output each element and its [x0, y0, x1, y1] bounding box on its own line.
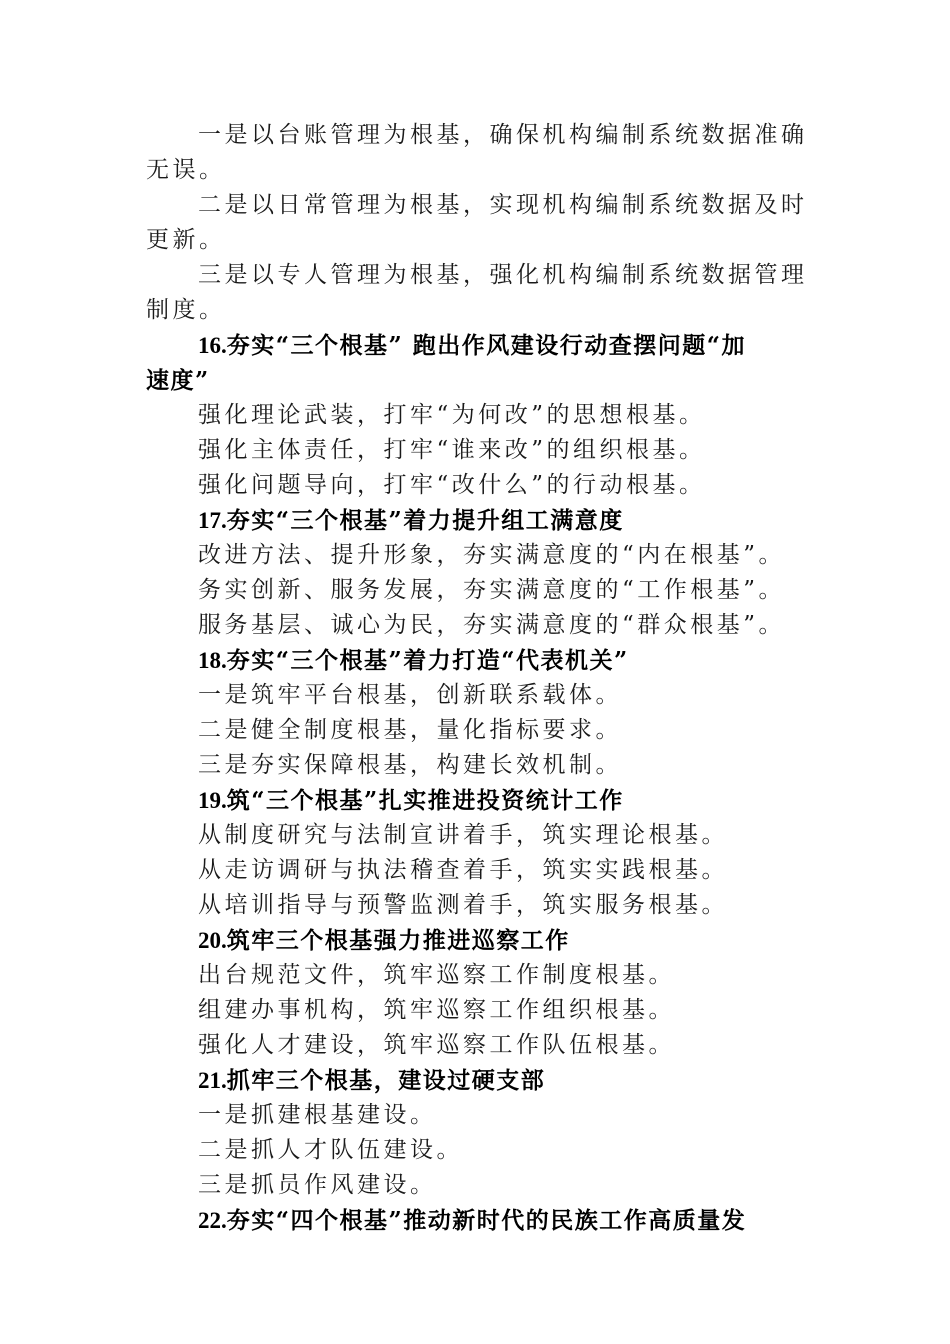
- line-text: 一是抓建根基建设。: [198, 1102, 437, 1128]
- paragraph-line: [146, 853, 806, 888]
- paragraph-line: [146, 153, 806, 188]
- line-text: 强化理论武装，打牢“为何改”的思想根基。: [198, 402, 706, 428]
- paragraph-line: [146, 678, 806, 713]
- line-text: 二是以日常管理为根基，实现机构编制系统数据及时: [198, 192, 808, 218]
- section-heading-line: [146, 1203, 806, 1238]
- line-text: 从走访调研与执法稽查着手，筑实实践根基。: [198, 857, 728, 883]
- line-text: 三是夯实保障根基，构建长效机制。: [198, 752, 622, 778]
- document-body: [146, 118, 806, 1238]
- line-text: 更新。: [146, 227, 226, 253]
- line-text: 组建办事机构，筑牢巡察工作组织根基。: [198, 997, 675, 1023]
- paragraph-line: [146, 433, 806, 468]
- line-text: 从培训指导与预警监测着手，筑实服务根基。: [198, 892, 728, 918]
- line-text: 二是健全制度根基，量化指标要求。: [198, 717, 622, 743]
- line-text: 强化主体责任，打牢“谁来改”的组织根基。: [198, 437, 706, 463]
- section-number: 22.: [198, 1208, 227, 1233]
- paragraph-line: [146, 223, 806, 258]
- section-heading-line: [146, 783, 806, 818]
- line-text: 改进方法、提升形象，夯实满意度的“内在根基”。: [198, 542, 786, 568]
- line-text: 夯实“四个根基”推动新时代的民族工作高质量发: [226, 1207, 747, 1234]
- line-text: 制度。: [146, 297, 226, 323]
- line-text: 筑“三个根基”扎实推进投资统计工作: [226, 787, 624, 814]
- line-text: 一是筑牢平台根基，创新联系载体。: [198, 682, 622, 708]
- paragraph-line: [146, 748, 806, 783]
- section-number: 17.: [198, 508, 227, 533]
- line-text: 出台规范文件，筑牢巡察工作制度根基。: [198, 962, 675, 988]
- paragraph-line: [146, 188, 806, 223]
- section-number: 21.: [198, 1068, 227, 1093]
- section-heading-line: [146, 503, 806, 538]
- section-heading-line: [146, 923, 806, 958]
- line-text: 三是抓员作风建设。: [198, 1172, 437, 1198]
- section-number: 18.: [198, 648, 227, 673]
- line-text: 夯实“三个根基”着力打造“代表机关”: [226, 647, 629, 674]
- line-text: 筑牢三个根基强力推进巡察工作: [226, 927, 570, 954]
- paragraph-line: [146, 993, 806, 1028]
- paragraph-line: [146, 818, 806, 853]
- line-text: 二是抓人才队伍建设。: [198, 1137, 463, 1163]
- paragraph-line: [146, 118, 806, 153]
- line-text: 务实创新、服务发展，夯实满意度的“工作根基”。: [198, 577, 786, 603]
- section-number: 16.: [198, 333, 227, 358]
- line-text: 夯实“三个根基”着力提升组工满意度: [226, 507, 624, 534]
- paragraph-line: [146, 573, 806, 608]
- section-number: 19.: [198, 788, 227, 813]
- paragraph-line: [146, 293, 806, 328]
- paragraph-line: [146, 958, 806, 993]
- line-text: 从制度研究与法制宣讲着手，筑实理论根基。: [198, 822, 728, 848]
- line-text: 无误。: [146, 157, 226, 183]
- paragraph-line: [146, 1028, 806, 1063]
- section-heading-line: [146, 1063, 806, 1098]
- line-text: 三是以专人管理为根基，强化机构编制系统数据管理: [198, 262, 808, 288]
- paragraph-line: [146, 713, 806, 748]
- paragraph-line: [146, 538, 806, 573]
- line-text: 服务基层、诚心为民，夯实满意度的“群众根基”。: [198, 612, 786, 638]
- paragraph-line: [146, 1168, 806, 1203]
- line-text: 强化人才建设，筑牢巡察工作队伍根基。: [198, 1032, 675, 1058]
- line-text: 抓牢三个根基，建设过硬支部: [226, 1067, 546, 1094]
- section-number: 20.: [198, 928, 227, 953]
- paragraph-line: [146, 468, 806, 503]
- section-heading-line: [146, 363, 806, 398]
- paragraph-line: [146, 888, 806, 923]
- paragraph-line: [146, 398, 806, 433]
- line-text: 速度”: [146, 367, 210, 394]
- paragraph-line: [146, 608, 806, 643]
- paragraph-line: [146, 258, 806, 293]
- paragraph-line: [146, 1133, 806, 1168]
- line-text: 一是以台账管理为根基，确保机构编制系统数据准确: [198, 122, 808, 148]
- paragraph-line: [146, 1098, 806, 1133]
- section-heading-line: [146, 328, 806, 363]
- line-text: 夯实“三个根基” 跑出作风建设行动查摆问题“加: [226, 332, 746, 359]
- line-text: 强化问题导向，打牢“改什么”的行动根基。: [198, 472, 706, 498]
- section-heading-line: [146, 643, 806, 678]
